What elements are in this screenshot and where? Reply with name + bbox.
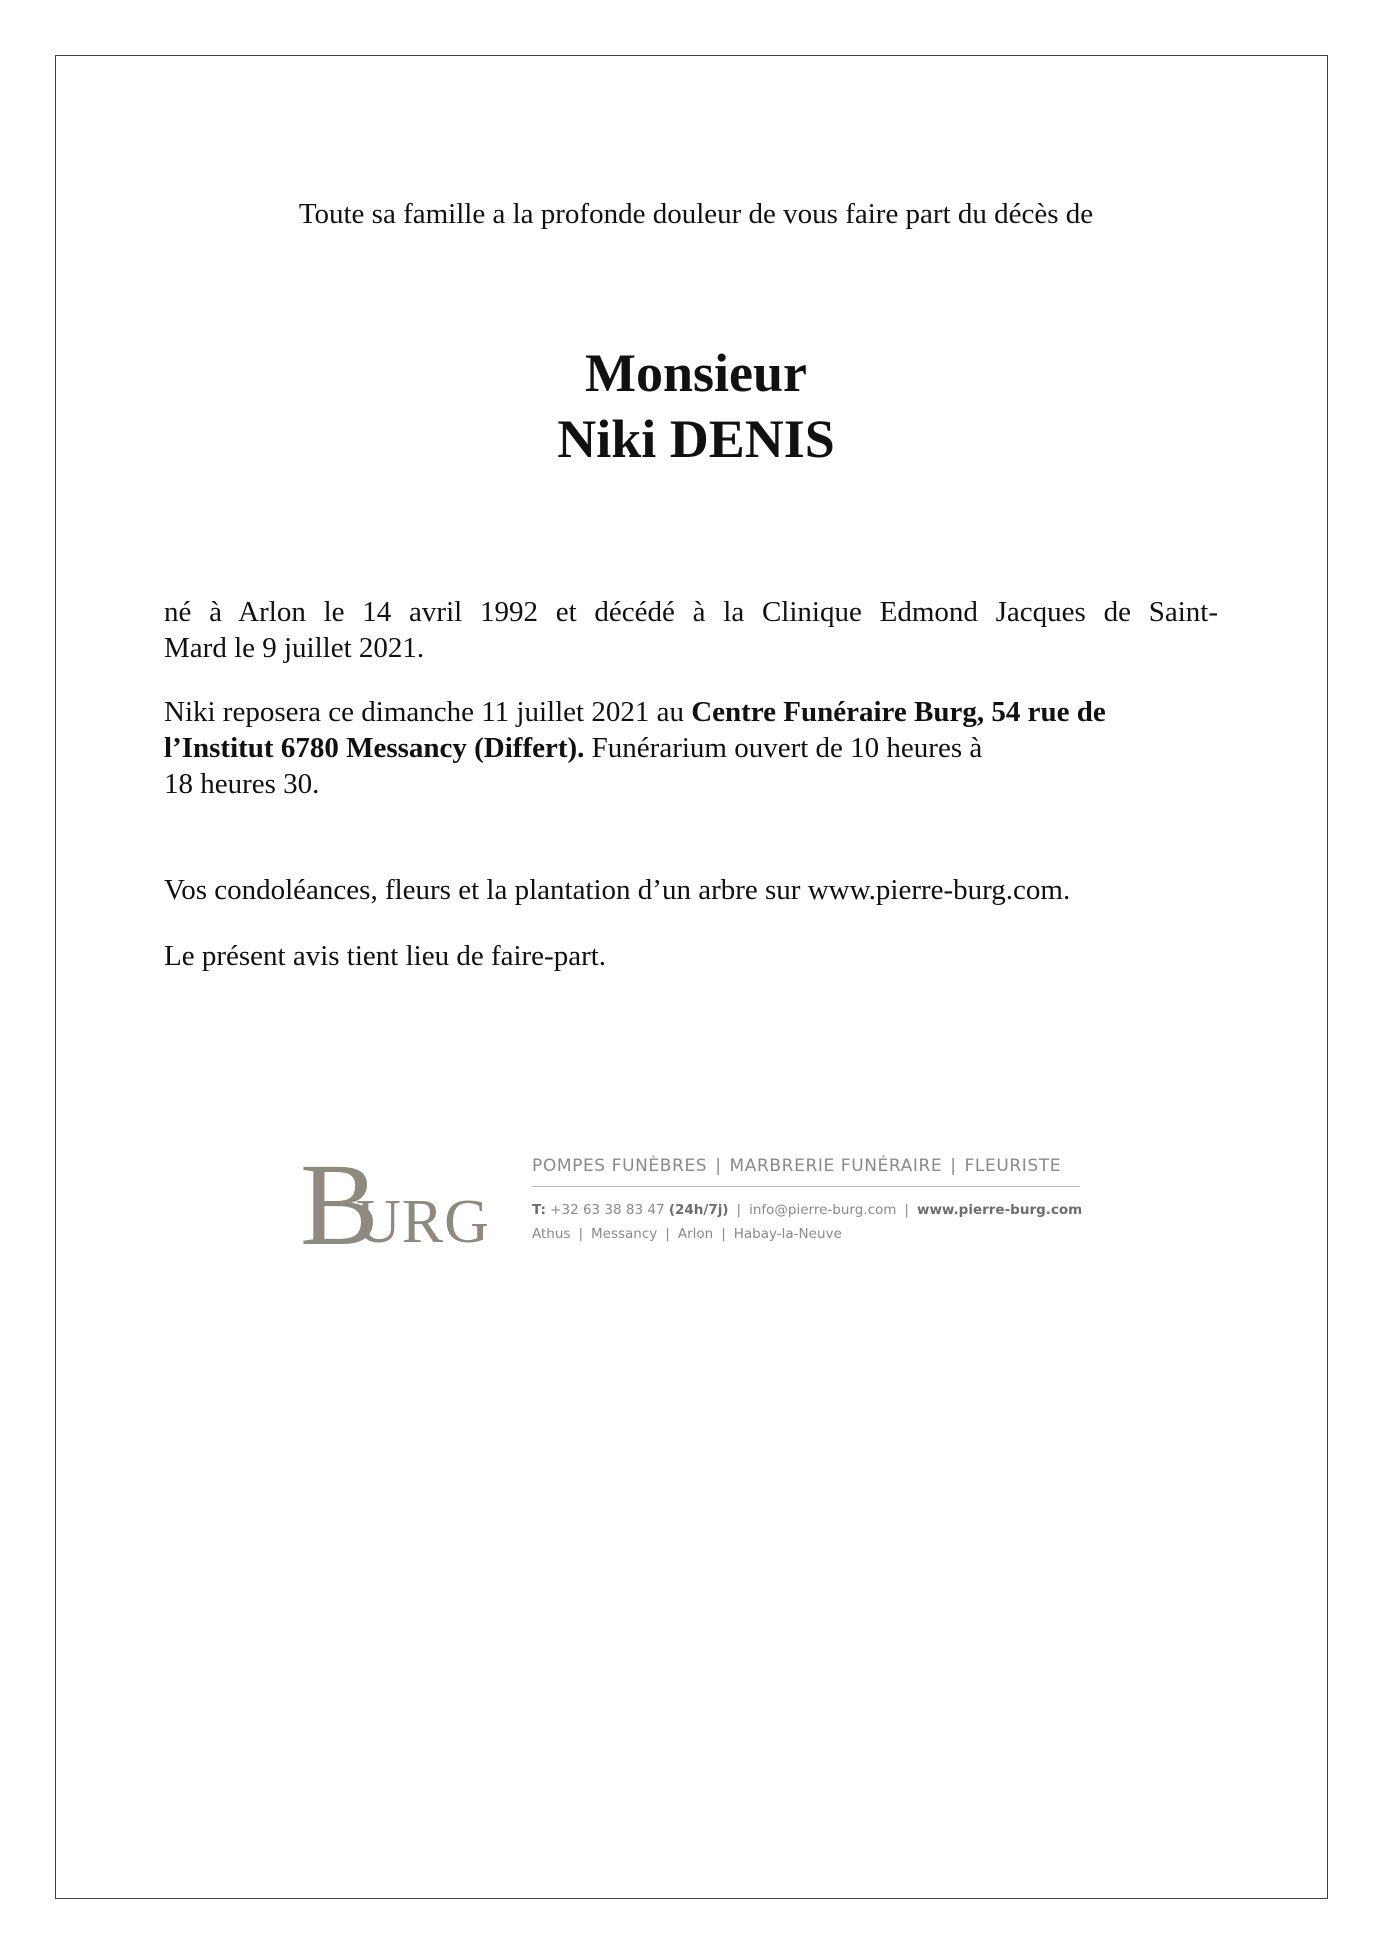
deceased-name: Niki DENIS xyxy=(557,409,835,469)
rest-place-line-1: Centre Funéraire Burg, 54 rue de xyxy=(691,696,1106,728)
cities-separator: | xyxy=(665,1226,670,1242)
website-link[interactable]: www.pierre-burg.com xyxy=(916,1202,1083,1218)
phone-label: T: xyxy=(532,1202,546,1218)
birth-death-paragraph xyxy=(164,594,1218,666)
contact-line xyxy=(532,1201,1083,1219)
cities-line xyxy=(532,1225,1080,1243)
rest-paragraph xyxy=(164,694,1218,802)
rest-hours-line-1: Funérarium ouvert de 10 heures à xyxy=(584,732,983,764)
funeral-home-footer xyxy=(300,1150,1083,1260)
cities-separator: | xyxy=(721,1226,726,1242)
deceased-name-block xyxy=(0,340,1378,472)
service-marble: MARBRERIE FUNÉRAIRE xyxy=(729,1156,943,1176)
service-florist: FLEURISTE xyxy=(964,1156,1062,1176)
contact-separator: | xyxy=(736,1202,742,1218)
logo-letter-b: B xyxy=(300,1150,379,1260)
services-separator: | xyxy=(950,1156,957,1176)
page-border xyxy=(55,55,1328,1899)
logo-letters-urg: URG xyxy=(356,1188,490,1256)
burg-logo xyxy=(300,1150,490,1260)
condolences-paragraph: Vos condoléances, fleurs et la plantation d’un arbre sur www.pierre-burg.com. xyxy=(164,874,1071,906)
city-athus: Athus xyxy=(532,1226,571,1242)
footer-text xyxy=(532,1154,1083,1243)
phone-number: +32 63 38 83 47 xyxy=(545,1202,669,1218)
cities-separator: | xyxy=(578,1226,583,1242)
rest-hours-line-2: 18 heures 30. xyxy=(164,768,320,800)
phone-hours: (24h/7j) xyxy=(668,1202,729,1218)
email-link[interactable]: info@pierre-burg.com xyxy=(749,1202,897,1218)
birth-line-2: Mard le 9 juillet 2021. xyxy=(164,632,425,664)
deceased-title: Monsieur xyxy=(585,343,807,403)
rest-place-line-2: l’Institut 6780 Messancy (Differt). xyxy=(164,732,585,764)
announcement-intro: Toute sa famille a la profonde douleur de vous faire part du décès de xyxy=(298,198,1094,230)
birth-line-1: né à Arlon le 14 avril 1992 et décédé à la Clinique Edmond Jacques de Saint- xyxy=(164,596,1218,628)
services-separator: | xyxy=(715,1156,722,1176)
city-habay: Habay-la-Neuve xyxy=(733,1226,842,1242)
service-funeral: POMPES FUNÈBRES xyxy=(532,1156,708,1176)
city-messancy: Messancy xyxy=(591,1226,658,1242)
city-arlon: Arlon xyxy=(677,1226,714,1242)
services-line xyxy=(532,1154,1080,1187)
rest-intro: Niki reposera ce dimanche 11 juillet 2021 au xyxy=(164,696,692,728)
notice-paragraph: Le présent avis tient lieu de faire-part. xyxy=(164,940,607,972)
contact-separator: | xyxy=(904,1202,909,1218)
